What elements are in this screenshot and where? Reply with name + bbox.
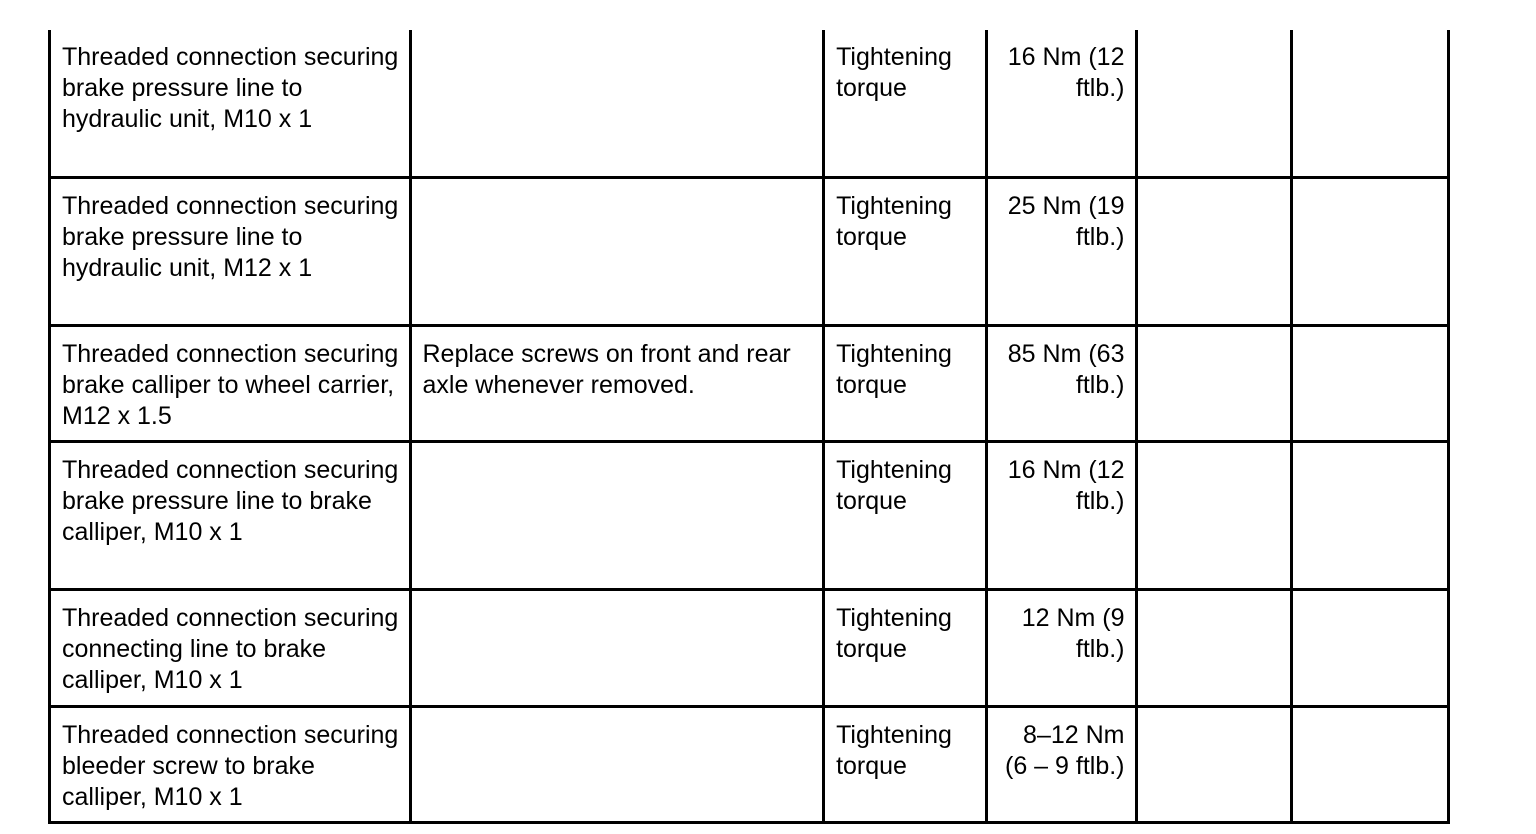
note-cell: Replace screws on front and rear axle whenever removed.: [410, 326, 824, 442]
empty-cell: [1136, 442, 1291, 590]
component-cell: Threaded connection securing bleeder screw to brake calliper, M10 x 1: [50, 707, 411, 823]
type-cell: Tightening torque: [824, 442, 987, 590]
empty-cell: [1291, 30, 1448, 178]
value-cell: 16 Nm (12 ftlb.): [987, 442, 1136, 590]
type-cell: Tightening torque: [824, 30, 987, 178]
note-cell: [410, 590, 824, 707]
table-row: [50, 326, 1449, 442]
component-cell: Threaded connection securing brake calliper to wheel carrier, M12 x 1.5: [50, 326, 411, 442]
component-cell: Threaded connection securing brake pressure line to brake calliper, M10 x 1: [50, 442, 411, 590]
table-row: [50, 442, 1449, 590]
component-cell: Threaded connection securing connecting line to brake calliper, M10 x 1: [50, 590, 411, 707]
value-cell: 85 Nm (63 ftlb.): [987, 326, 1136, 442]
value-cell: 12 Nm (9 ftlb.): [987, 590, 1136, 707]
note-cell: [410, 707, 824, 823]
type-cell: Tightening torque: [824, 707, 987, 823]
table-row: [50, 707, 1449, 823]
empty-cell: [1136, 178, 1291, 326]
type-cell: Tightening torque: [824, 326, 987, 442]
value-cell: 25 Nm (19 ftlb.): [987, 178, 1136, 326]
torque-spec-table: [48, 30, 1450, 824]
table-row: [50, 590, 1449, 707]
empty-cell: [1291, 442, 1448, 590]
empty-cell: [1291, 590, 1448, 707]
value-cell: 8–12 Nm (6 – 9 ftlb.): [987, 707, 1136, 823]
empty-cell: [1291, 326, 1448, 442]
empty-cell: [1136, 326, 1291, 442]
value-cell: 16 Nm (12 ftlb.): [987, 30, 1136, 178]
table-row: [50, 178, 1449, 326]
empty-cell: [1136, 590, 1291, 707]
empty-cell: [1136, 30, 1291, 178]
note-cell: [410, 442, 824, 590]
note-cell: [410, 178, 824, 326]
empty-cell: [1291, 707, 1448, 823]
table-row: [50, 30, 1449, 178]
component-cell: Threaded connection securing brake pressure line to hydraulic unit, M10 x 1: [50, 30, 411, 178]
note-cell: [410, 30, 824, 178]
empty-cell: [1136, 707, 1291, 823]
type-cell: Tightening torque: [824, 590, 987, 707]
component-cell: Threaded connection securing brake pressure line to hydraulic unit, M12 x 1: [50, 178, 411, 326]
type-cell: Tightening torque: [824, 178, 987, 326]
empty-cell: [1291, 178, 1448, 326]
